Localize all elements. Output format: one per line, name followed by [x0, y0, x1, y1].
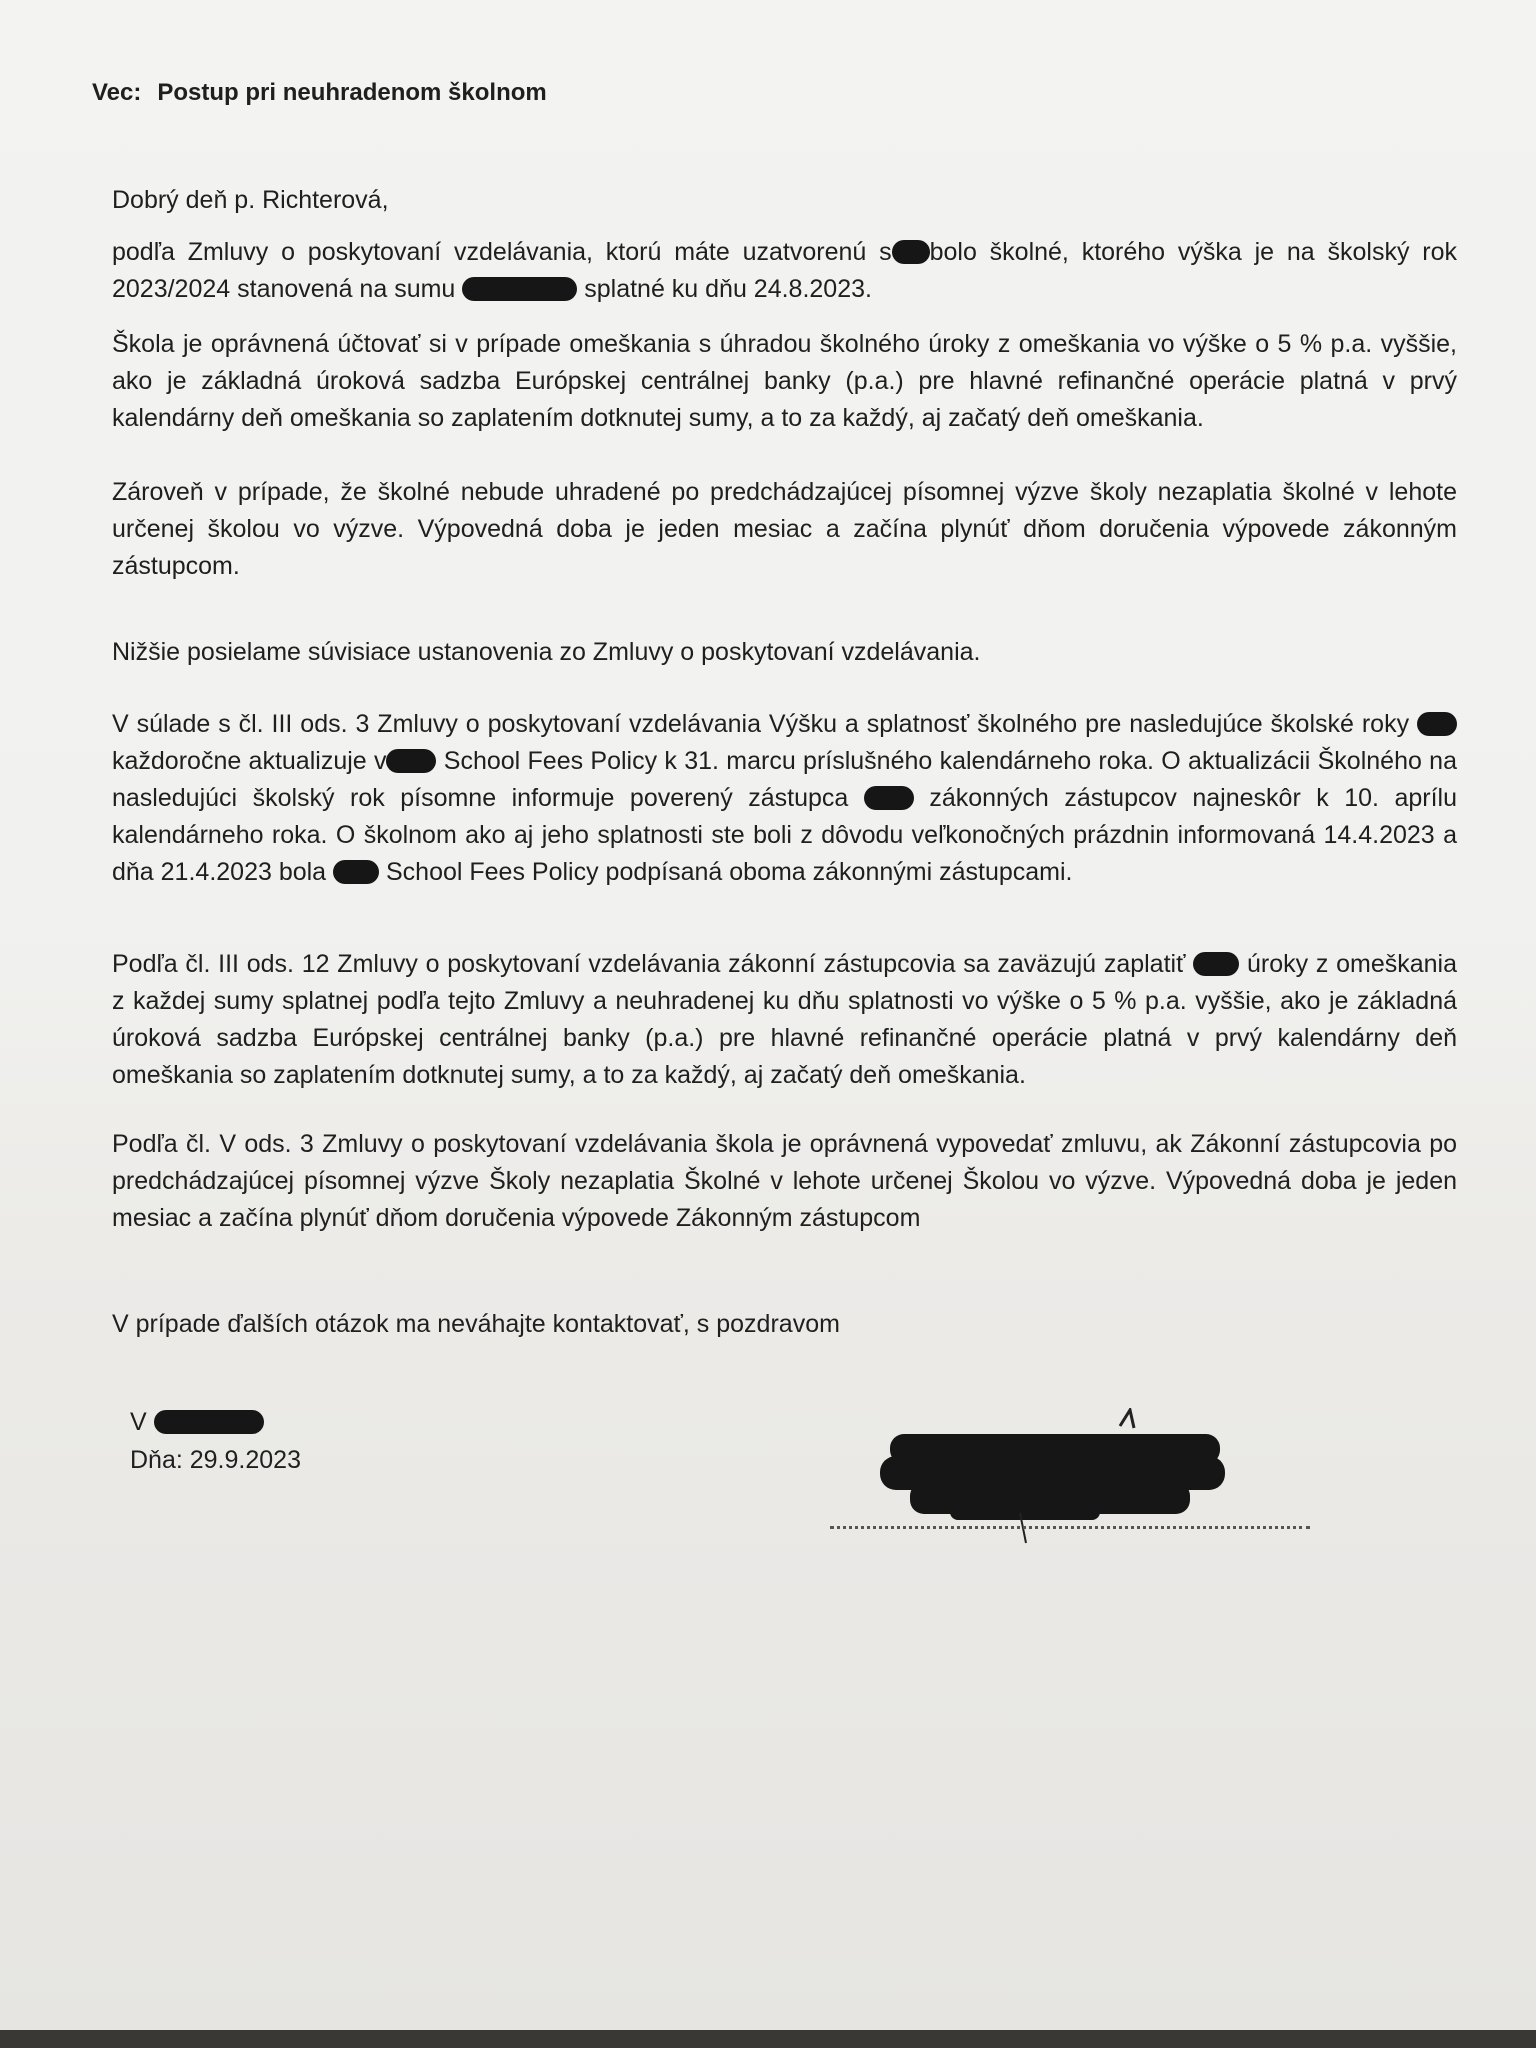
redaction-mark [386, 749, 436, 773]
redaction-mark [333, 860, 379, 884]
redaction-mark [154, 1410, 264, 1434]
table-surface [0, 2030, 1536, 2048]
redaction-mark [1193, 952, 1239, 976]
redaction-mark [1417, 712, 1457, 736]
paragraph-late-interest: Škola je oprávnená účtovať si v prípade omeškania s úhradou školného úroky z omeškania vo výške o 5 % p.a. vyššie, ako je základná úroková sadzba Európskej centrálnej banky (p.a.) pre hlavné refinančné operácie platná v prvý kalendárny deň omeškania so zaplatením dotknutej sumy, a to za každý, aj začatý deň omeškania. [112, 330, 1457, 432]
paragraph-article-3-3 [112, 706, 1457, 891]
subject-line [92, 74, 547, 111]
signature-line [830, 1526, 1310, 1529]
subject-text: Postup pri neuhradenom školnom [157, 79, 547, 106]
redaction-mark [462, 277, 577, 301]
paragraph-text: bolo školné, ktorého výška je na školský rok 2023/2024 stanovená na sumu [112, 238, 1457, 303]
paragraph-text: School Fees Policy k 31. marcu príslušného kalendárneho roka. O aktualizácii Školného na nasledujúci školský rok písomne informuje poverený zástupca [112, 747, 1457, 812]
paragraph-text: podľa Zmluvy o poskytovaní vzdelávania, ktorú máte uzatvorenú s [112, 238, 892, 266]
greeting: Dobrý deň p. Richterová, [112, 186, 389, 214]
place-prefix: V [130, 1408, 147, 1436]
paragraph-tuition-amount [112, 234, 1457, 308]
redaction-mark [864, 786, 914, 810]
date-line: Dňa: 29.9.2023 [130, 1446, 301, 1474]
subject-label: Vec: [92, 79, 142, 106]
paragraph-article-5-3: Podľa čl. V ods. 3 Zmluvy o poskytovaní vzdelávania škola je oprávnená vypovedať zmluvu, ak Zákonní zástupcovia po predchádzajúcej písomnej výzve Školy nezaplatia Školné v lehote určenej Školou vo výzve. Výpovedná doba je jeden mesiac a začína plynúť dňom doručenia výpovede Zákonným zástupcom [112, 1130, 1457, 1232]
place-line [130, 1404, 264, 1441]
paragraph-text: School Fees Policy podpísaná oboma zákonnými zástupcami. [386, 858, 1073, 886]
paragraph-text: Podľa čl. III ods. 12 Zmluvy o poskytovaní vzdelávania zákonní zástupcovia sa zaväzujú zaplatiť [112, 950, 1186, 978]
paragraph-article-3-12 [112, 946, 1457, 1094]
paragraph-text: V súlade s čl. III ods. 3 Zmluvy o poskytovaní vzdelávania Výšku a splatnosť školného pre nasledujúce školské roky [112, 710, 1410, 738]
paragraph-termination: Zároveň v prípade, že školné nebude uhradené po predchádzajúcej písomnej výzve školy nezaplatia školné v lehote určenej školou vo výzve. Výpovedná doba je jeden mesiac a začína plynúť dňom doručenia výpovede zákonným zástupcom. [112, 478, 1457, 580]
paragraph-provisions-intro: Nižšie posielame súvisiace ustanovenia zo Zmluvy o poskytovaní vzdelávania. [112, 638, 981, 666]
paragraph-text: zákonných zástupcov najneskôr k 10. aprílu kalendárneho roka. O školnom ako aj jeho splatnosti ste boli z dôvodu veľkonočných prázdnin informovaná 14.4.2023 a dňa 21.4.2023 bola [112, 784, 1458, 886]
closing-line: V prípade ďalších otázok ma neváhajte kontaktovať, s pozdravom [112, 1310, 840, 1338]
paragraph-text: každoročne aktualizuje v [112, 747, 387, 775]
signature-area [830, 1408, 1320, 1548]
paragraph-text: splatné ku dňu 24.8.2023. [584, 275, 872, 303]
paragraph-text: úroky z omeškania z každej sumy splatnej podľa tejto Zmluvy a neuhradenej ku dňu splatnosti vo výške o 5 % p.a. vyššie, ako je základná úroková sadzba Európskej centrálnej banky (p.a.) pre hlavné refinančné operácie platná v prvý kalendárny deň omeškania so zaplatením dotknutej sumy, a to za každý, aj začatý deň omeškania. [112, 950, 1457, 1089]
redaction-mark [892, 240, 930, 264]
